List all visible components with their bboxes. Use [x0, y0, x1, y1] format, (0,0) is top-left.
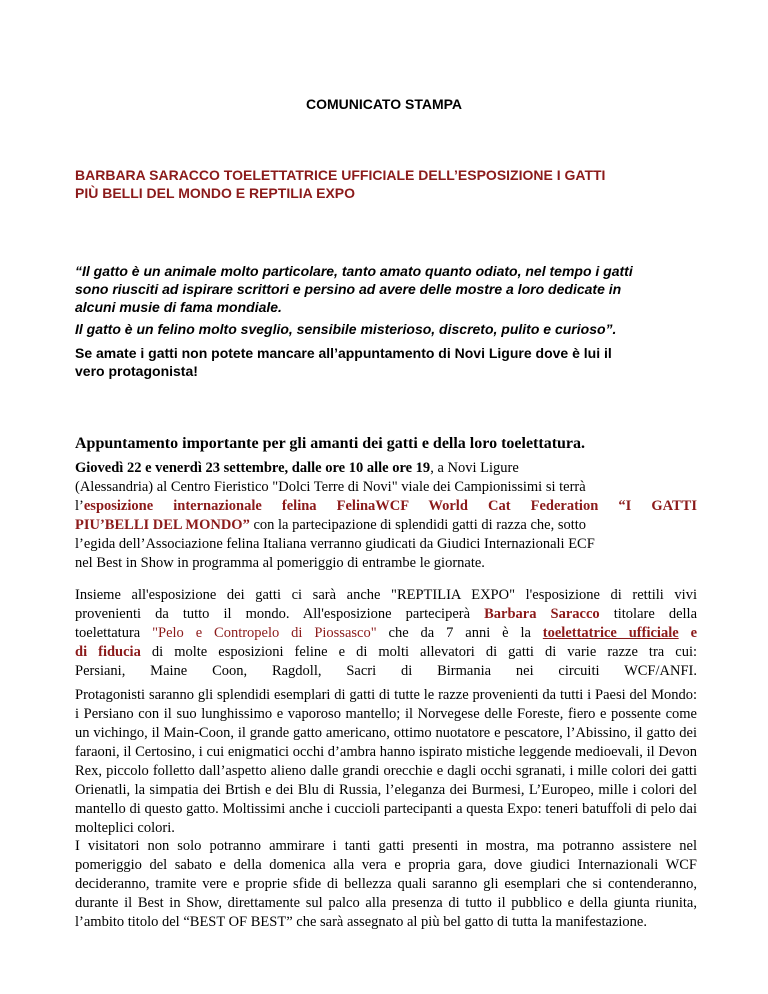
invitation-line-2: vero protagonista!: [75, 363, 198, 379]
reptilia-line-2-start: provenienti da tutto il mondo. All'esposizione parteciperà: [75, 606, 485, 622]
groomer-name: Barbara Saracco: [484, 606, 600, 622]
shop-name: "Pelo e Contropelo di Piossasco": [152, 625, 377, 641]
event-line-2: (Alessandria) al Centro Fieristico "Dolci Terre di Novi" viale dei Campionissimi si terrà: [75, 479, 586, 495]
invitation-line-1: Se amate i gatti non potete mancare all’appuntamento di Novi Ligure dove è lui il: [75, 345, 612, 361]
page-title: COMUNICATO STAMPA: [305, 96, 463, 112]
reptilia-line-1: Insieme all'esposizione dei gatti ci sarà anche "REPTILIA EXPO" l'esposizione di rettili vivi: [75, 587, 697, 603]
reptilia-line-4-end: di molte esposizioni feline e di molti allevatori di gatti di varie razze tra cui:: [140, 644, 698, 660]
event-name-part-1: esposizione internazionale felina FelinaWCF World Cat Federation “I GATTI: [83, 498, 697, 514]
event-line-1: [75, 459, 697, 478]
event-line-5: l’egida dell’Associazione felina Italiana verranno giudicati da Giudici Internazionali ECF: [75, 536, 595, 552]
reptilia-line-2: [75, 605, 697, 624]
reptilia-line-5: Persiani, Maine Coon, Ragdoll, Sacri di Birmania nei circuiti WCF/ANFI.: [75, 663, 697, 679]
quote-paragraph-2: Il gatto è un felino molto sveglio, sensibile misterioso, discreto, pulito e curioso”.: [75, 321, 617, 337]
event-line-6: nel Best in Show in programma al pomeriggio di entrambe le giornate.: [75, 555, 485, 571]
reptilia-line-2-end: titolare della: [599, 606, 698, 622]
quote-line-2: sono riusciti ad ispirare scrittori e persino ad avere delle mostre a loro dedicate in: [75, 281, 622, 297]
event-line-4: [75, 516, 697, 535]
section-subtitle: Appuntamento importante per gli amanti dei gatti e della loro toelettatura.: [75, 435, 586, 452]
event-date: Giovedì 22 e venerdì 23 settembre, dalle ore 10 alle ore 19: [75, 460, 431, 476]
headline-line-1: BARBARA SARACCO TOELETTATRICE UFFICIALE DELL’ESPOSIZIONE I GATTI: [75, 167, 606, 183]
event-line-3: [75, 497, 697, 516]
event-description: con la partecipazione di splendidi gatti di razza che, sotto: [249, 517, 587, 533]
reptilia-line-4: [75, 643, 697, 662]
quote-paragraph-1: [75, 262, 715, 316]
conjunction-e: e: [678, 625, 697, 641]
trusted-label: di fiducia: [75, 644, 141, 660]
role-intro: che da 7 anni è la: [376, 625, 543, 641]
reptilia-paragraph: [75, 586, 697, 681]
shop-intro: toelettatura: [75, 625, 153, 641]
quote-line-3: alcuni musie di fama mondiale.: [75, 299, 282, 315]
invitation-text: [75, 344, 715, 380]
event-name-part-2: PIU’BELLI DEL MONDO”: [75, 517, 250, 533]
event-location-start: , a Novi Ligure: [430, 460, 519, 476]
reptilia-line-3: [75, 624, 697, 643]
official-groomer-link[interactable]: toelettatrice ufficiale: [542, 625, 679, 641]
quote-line-1: “Il gatto è un animale molto particolare, tanto amato quanto odiato, nel tempo i gatti: [75, 263, 633, 279]
breeds-paragraph: Protagonisti saranno gli splendidi esemplari di gatti di tutte le razze provenienti da tutti i Paesi del Mondo: i Persiano con il suo lunghissimo e vaporoso mantello; il Norvegese delle Foreste, fiero e possente come un vichingo, il Main-Coon, il grande gatto americano, ottimo nuotatore e pescatore, l’Abissino, il gatto dei faraoni, il Certosino, i cui enigmatici occhi d’ambra hanno ispirato mistiche leggende medioevali, il Devon Rex, piccolo folletto dall’aspetto alieno dalle grandi orecchie e dagli occhi sgranati, i mille colori dei gatti Orienatli, la simpatia dei Brtish e dei Blu di Russia, l’eleganza dei Burmesi, L’Europeo, mille i colori del mantello di questo gatto. Moltissimi anche i cuccioli partecipanti a questa Expo: teneri batuffoli di pelo dai molteplici colori.: [75, 687, 697, 836]
event-article: l’: [75, 498, 84, 514]
headline: [75, 166, 715, 202]
event-paragraph: [75, 459, 697, 573]
headline-line-2: PIÙ BELLI DEL MONDO E REPTILIA EXPO: [75, 185, 356, 201]
visitors-paragraph: I visitatori non solo potranno ammirare i tanti gatti presenti in mostra, ma potranno assistere nel pomeriggio del sabato e della domenica alla vera e propria gara, dove giudici Internazionali WCF decideranno, tramite vere e proprie sfide di bellezza quali saranno gli esemplari che si contenderanno, durante il Best in Show, direttamente sul palco alla presenza di tutto il pubblico e della giunta riunita, l’ambito titolo del “BEST OF BEST” che sarà assegnato al più bel gatto di tutta la manifestazione.: [75, 838, 697, 930]
